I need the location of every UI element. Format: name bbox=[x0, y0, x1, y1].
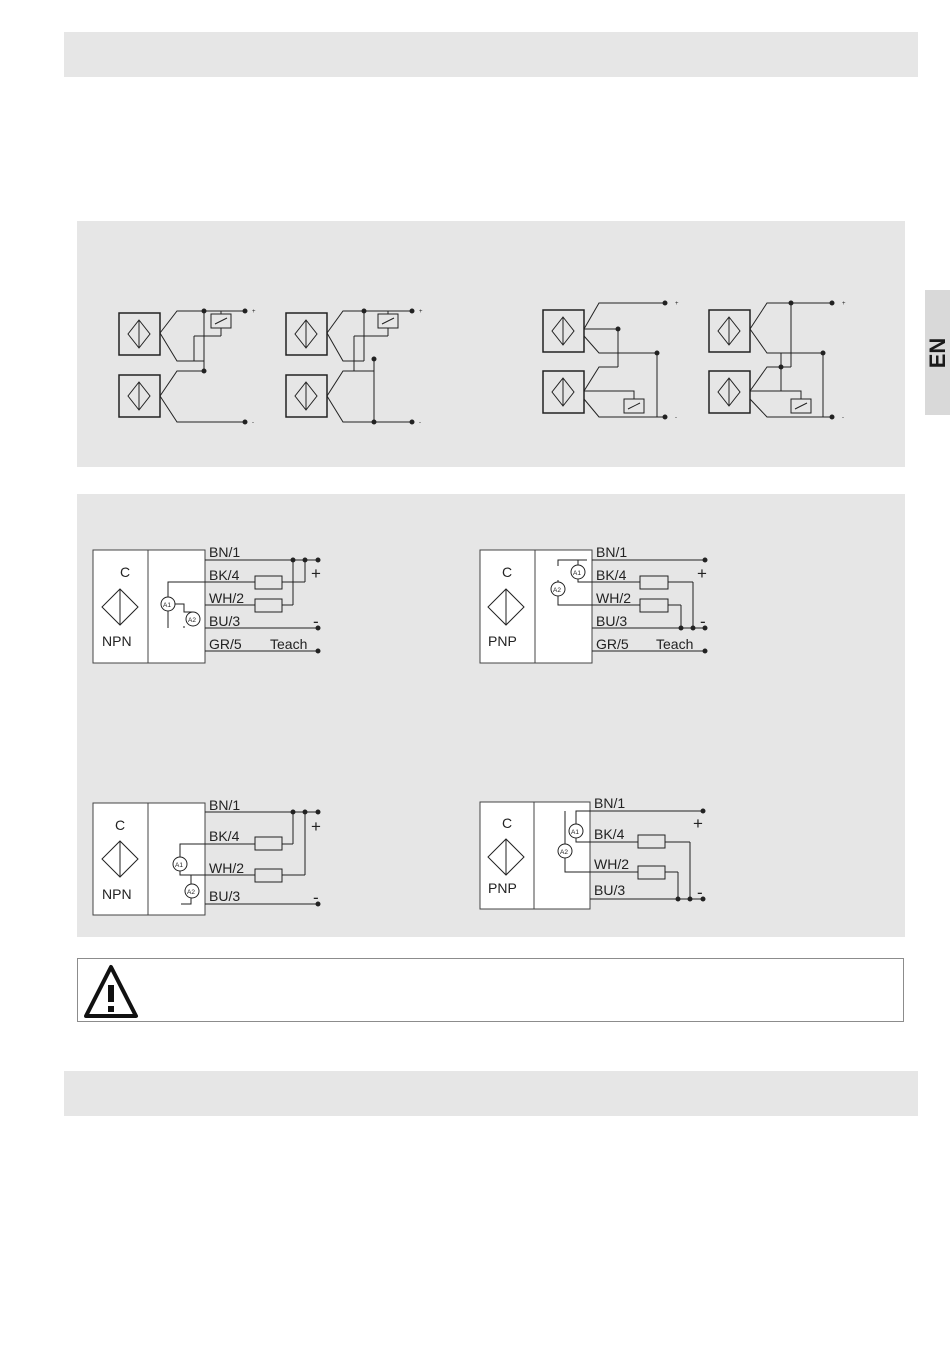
wire-label-bn: BN/1 bbox=[209, 797, 241, 813]
wiring-npn-teach bbox=[93, 544, 321, 663]
wire-label-wh: WH/2 bbox=[596, 590, 631, 606]
wire-label-bk: BK/4 bbox=[209, 567, 240, 583]
wire-label-gr: GR/5 bbox=[596, 636, 629, 652]
minus-label: - bbox=[675, 415, 677, 421]
teach-label: Teach bbox=[270, 636, 308, 652]
language-tab-label: EN bbox=[924, 337, 950, 368]
wire-label-wh: WH/2 bbox=[209, 590, 244, 606]
plus-label: + bbox=[697, 564, 707, 583]
type-label: PNP bbox=[488, 633, 517, 649]
wire-label-bn: BN/1 bbox=[596, 544, 628, 560]
plus-label: + bbox=[252, 309, 256, 315]
minus-label: - bbox=[697, 883, 703, 902]
meter-a1: A1 bbox=[163, 602, 171, 609]
wiring-npn bbox=[93, 797, 321, 915]
meter-a2: A2 bbox=[560, 849, 568, 856]
wire-label-bk: BK/4 bbox=[594, 826, 625, 842]
parallel-series-panel bbox=[77, 221, 905, 467]
plus-label: + bbox=[693, 814, 703, 833]
sensor-letter: C bbox=[120, 564, 131, 580]
wire-label-bu: BU/3 bbox=[594, 882, 626, 898]
type-label: NPN bbox=[102, 633, 132, 649]
type-label: PNP bbox=[488, 880, 517, 896]
warning-box bbox=[77, 958, 904, 1022]
sensor-letter: C bbox=[502, 564, 513, 580]
diagram-pnp-parallel-1 bbox=[543, 301, 679, 421]
minus-label: - bbox=[842, 415, 844, 421]
plus-label: + bbox=[419, 309, 423, 315]
meter-a2: A2 bbox=[187, 889, 195, 896]
meter-a1: A1 bbox=[175, 862, 183, 869]
plus-label: + bbox=[675, 301, 679, 307]
plus-label: + bbox=[842, 301, 846, 307]
header-band bbox=[64, 32, 918, 77]
wiring-pnp bbox=[480, 795, 705, 909]
minus-label: - bbox=[313, 612, 319, 631]
diagram-npn-parallel-2 bbox=[286, 309, 423, 426]
diagram-pnp-parallel-2 bbox=[709, 301, 846, 421]
wiring-diagrams bbox=[77, 494, 905, 937]
wiring-panel bbox=[77, 494, 905, 937]
warning-triangle-icon bbox=[81, 961, 141, 1021]
minus-label: - bbox=[313, 888, 319, 907]
wiring-pnp-teach bbox=[480, 544, 707, 663]
wire-label-bk: BK/4 bbox=[209, 828, 240, 844]
diagram-npn-parallel-1 bbox=[119, 309, 256, 426]
wire-label-bu: BU/3 bbox=[209, 613, 241, 629]
sensor-letter: C bbox=[115, 817, 126, 833]
language-tab bbox=[925, 290, 950, 415]
parallel-series-diagrams bbox=[77, 221, 905, 467]
wire-label-bn: BN/1 bbox=[594, 795, 626, 811]
meter-a1: A1 bbox=[573, 570, 581, 577]
meter-a1: A1 bbox=[571, 829, 579, 836]
wire-label-gr: GR/5 bbox=[209, 636, 242, 652]
sensor-letter: C bbox=[502, 815, 513, 831]
teach-label: Teach bbox=[656, 636, 694, 652]
wire-label-bk: BK/4 bbox=[596, 567, 627, 583]
minus-label: - bbox=[252, 420, 254, 426]
plus-label: + bbox=[311, 564, 321, 583]
plus-label: + bbox=[311, 817, 321, 836]
wire-label-wh: WH/2 bbox=[594, 856, 629, 872]
section-band bbox=[64, 1071, 918, 1116]
meter-a2: A2 bbox=[188, 617, 196, 624]
minus-label: - bbox=[419, 420, 421, 426]
meter-a2: A2 bbox=[553, 587, 561, 594]
wire-label-bn: BN/1 bbox=[209, 544, 241, 560]
wire-label-bu: BU/3 bbox=[596, 613, 628, 629]
wire-label-wh: WH/2 bbox=[209, 860, 244, 876]
minus-label: - bbox=[700, 612, 706, 631]
type-label: NPN bbox=[102, 886, 132, 902]
wire-label-bu: BU/3 bbox=[209, 888, 241, 904]
